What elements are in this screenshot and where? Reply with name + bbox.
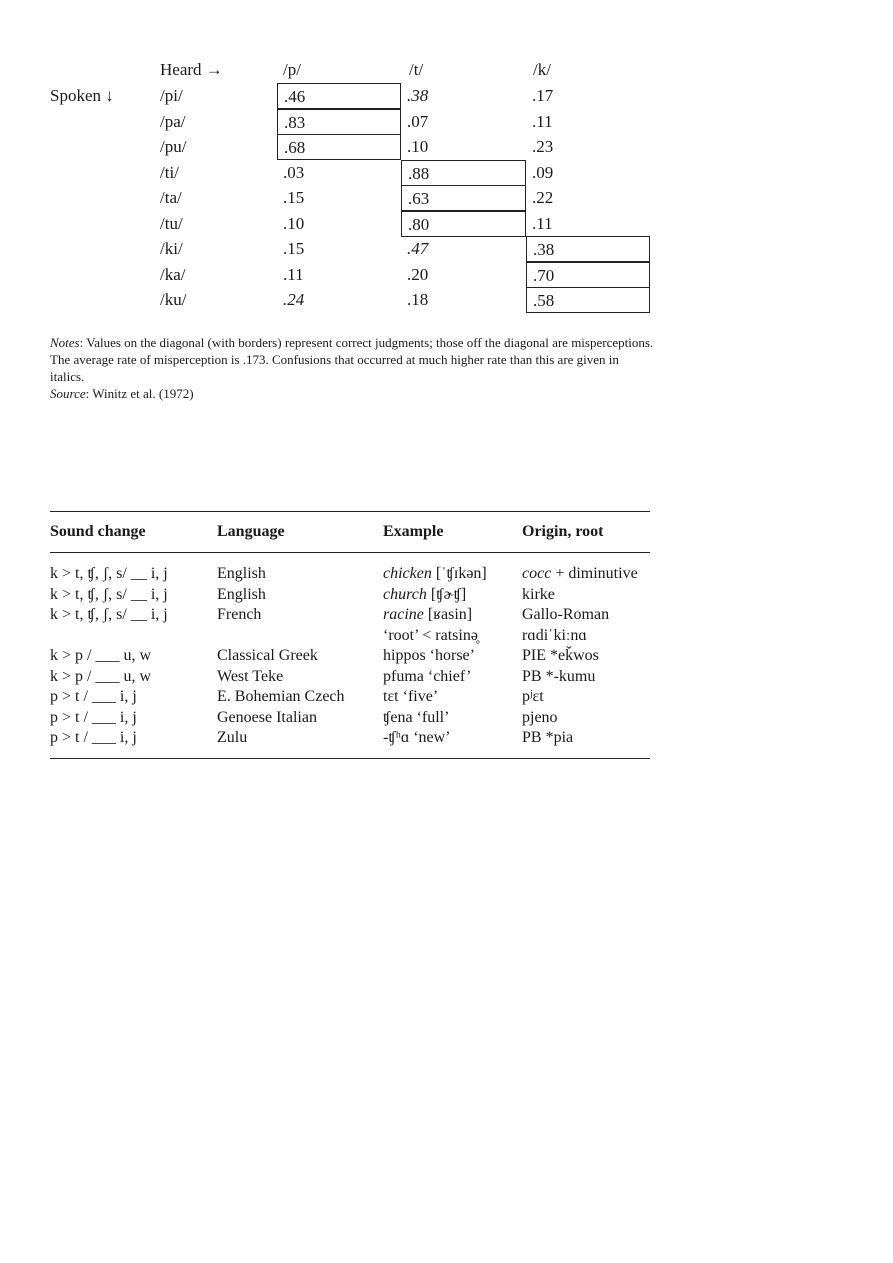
- example-cell: [383, 564, 487, 584]
- origin-text: Gallo-Roman: [522, 606, 610, 623]
- correct-judgment-cell: .38: [526, 236, 650, 262]
- language-cell: French: [217, 606, 262, 623]
- origin-cell: [522, 605, 609, 625]
- misperception-cell: .24: [283, 290, 305, 309]
- language-cell: Classical Greek: [217, 647, 318, 664]
- sound-change-cell: p > t / ___ i, j: [50, 709, 137, 726]
- sound-change-cell: p > t / ___ i, j: [50, 729, 137, 746]
- origin-cell: [522, 708, 558, 728]
- table-notes: [50, 334, 655, 402]
- language-cell: Genoese Italian: [217, 709, 317, 726]
- example-cell: [383, 667, 471, 687]
- origin-text: PB *pia: [522, 729, 574, 746]
- column-header-k: /k/: [533, 60, 551, 79]
- origin-cell: [522, 687, 544, 707]
- origin-text: + diminutive: [551, 565, 638, 582]
- sound-change-cell: p > t / ___ i, j: [50, 688, 137, 705]
- table-header-rule: [50, 552, 650, 553]
- notes-paragraph: [50, 334, 655, 385]
- language-cell: Zulu: [217, 729, 248, 746]
- row-label: /ka/: [160, 265, 186, 284]
- example-cell: [383, 728, 451, 748]
- row-label: /ku/: [160, 290, 187, 309]
- misperception-cell: .07: [407, 112, 429, 131]
- misperception-cell: .15: [283, 188, 305, 207]
- example-text: [ʁasin]: [423, 606, 473, 623]
- correct-judgment-cell: .68: [277, 134, 401, 160]
- misperception-cell: .11: [532, 214, 553, 233]
- example-text: pfuma ‘chief’: [383, 668, 472, 685]
- example-italic: chicken: [383, 565, 432, 582]
- row-label: /ti/: [160, 163, 179, 182]
- sound-change-cell: k > p / ___ u, w: [50, 668, 152, 685]
- example-text: ‘root’ < ratsinə̥: [383, 627, 478, 644]
- example-text: [ʧɚʧ]: [426, 586, 467, 603]
- misperception-cell: .22: [532, 188, 554, 207]
- table-bottom-rule: [50, 758, 650, 759]
- misperception-cell: .20: [407, 265, 429, 284]
- misperception-cell: .10: [283, 214, 305, 233]
- origin-cell: [522, 728, 573, 748]
- origin-text: PB *-kumu: [522, 668, 596, 685]
- misperception-cell: .09: [532, 163, 554, 182]
- misperception-cell: .47: [407, 239, 429, 258]
- misperception-cell: .17: [532, 86, 554, 105]
- misperception-cell: .10: [407, 137, 429, 156]
- example-cell: [383, 646, 475, 666]
- example-text: hippos ‘horse’: [383, 647, 475, 664]
- misperception-cell: .38: [407, 86, 429, 105]
- header-sound-change: Sound change: [50, 523, 146, 540]
- notes-label: Notes: [50, 335, 80, 350]
- table-top-rule: [50, 511, 650, 512]
- row-label: /ki/: [160, 239, 183, 258]
- correct-judgment-cell: .70: [526, 262, 650, 288]
- example-text: [ˈʧɪkən]: [431, 565, 487, 582]
- confusion-matrix: [0, 0, 893, 330]
- example-text: ʧena ‘full’: [383, 709, 450, 726]
- correct-judgment-cell: .63: [401, 185, 526, 211]
- example-text: -ʧʰɑ ‘new’: [383, 729, 451, 746]
- source-label: Source: [50, 386, 86, 401]
- notes-text: : Values on the diagonal (with borders) represent correct judgments; those off the diagonal are misperceptions. The average rate of misperception is .173. Confusions that occurred at much higher rate than this are given in italics.: [50, 335, 654, 384]
- source-text: : Winitz et al. (1972): [85, 386, 194, 401]
- row-label: /pu/: [160, 137, 187, 156]
- example-italic: racine: [383, 606, 424, 623]
- example-cell: [383, 605, 472, 625]
- language-cell: E. Bohemian Czech: [217, 688, 345, 705]
- language-cell: English: [217, 586, 266, 603]
- origin-text: kirke: [522, 586, 555, 603]
- origin-cell: [522, 564, 638, 584]
- origin-text: PIE *eǩwos: [522, 647, 599, 664]
- column-header-p: /p/: [283, 60, 301, 79]
- row-label: /pa/: [160, 112, 186, 131]
- language-cell: English: [217, 565, 266, 582]
- example-cell: [383, 708, 449, 728]
- origin-cell: [522, 667, 595, 687]
- misperception-cell: .15: [283, 239, 305, 258]
- header-language: Language: [217, 523, 285, 540]
- example-cell: [383, 687, 438, 707]
- misperception-cell: .23: [532, 137, 554, 156]
- example-text: tɛt ‘five’: [383, 688, 439, 705]
- spoken-label: Spoken ↓: [50, 86, 114, 105]
- correct-judgment-cell: .83: [277, 109, 401, 135]
- origin-text: rɑdiˈkiːnɑ: [522, 627, 587, 644]
- origin-text: pʲɛt: [522, 688, 544, 705]
- correct-judgment-cell: .46: [277, 83, 401, 109]
- example-cell: [383, 585, 466, 605]
- misperception-cell: .18: [407, 290, 429, 309]
- correct-judgment-cell: .58: [526, 287, 650, 313]
- language-cell: West Teke: [217, 668, 284, 685]
- origin-italic: cocc: [522, 565, 552, 582]
- row-label: /tu/: [160, 214, 183, 233]
- row-label: /pi/: [160, 86, 183, 105]
- header-origin-root: Origin, root: [522, 523, 604, 540]
- correct-judgment-cell: .88: [401, 160, 526, 186]
- column-header-t: /t/: [409, 60, 424, 79]
- origin-cell: [522, 646, 599, 666]
- sound-change-cell: k > p / ___ u, w: [50, 647, 152, 664]
- heard-label: Heard →: [160, 60, 223, 79]
- example-italic: church: [383, 586, 427, 603]
- misperception-cell: .03: [283, 163, 305, 182]
- sound-change-cell: k > t, ʧ, ʃ, s/ __ i, j: [50, 565, 168, 582]
- row-label: /ta/: [160, 188, 182, 207]
- correct-judgment-cell: .80: [401, 211, 526, 237]
- header-example: Example: [383, 523, 444, 540]
- example-cell: [383, 626, 478, 646]
- misperception-cell: .11: [532, 112, 553, 131]
- origin-text: pjeno: [522, 709, 558, 726]
- origin-cell: [522, 626, 587, 646]
- sound-change-cell: k > t, ʧ, ʃ, s/ __ i, j: [50, 606, 168, 623]
- origin-cell: [522, 585, 555, 605]
- sound-change-cell: k > t, ʧ, ʃ, s/ __ i, j: [50, 586, 168, 603]
- misperception-cell: .11: [283, 265, 304, 284]
- source-line: [50, 385, 655, 402]
